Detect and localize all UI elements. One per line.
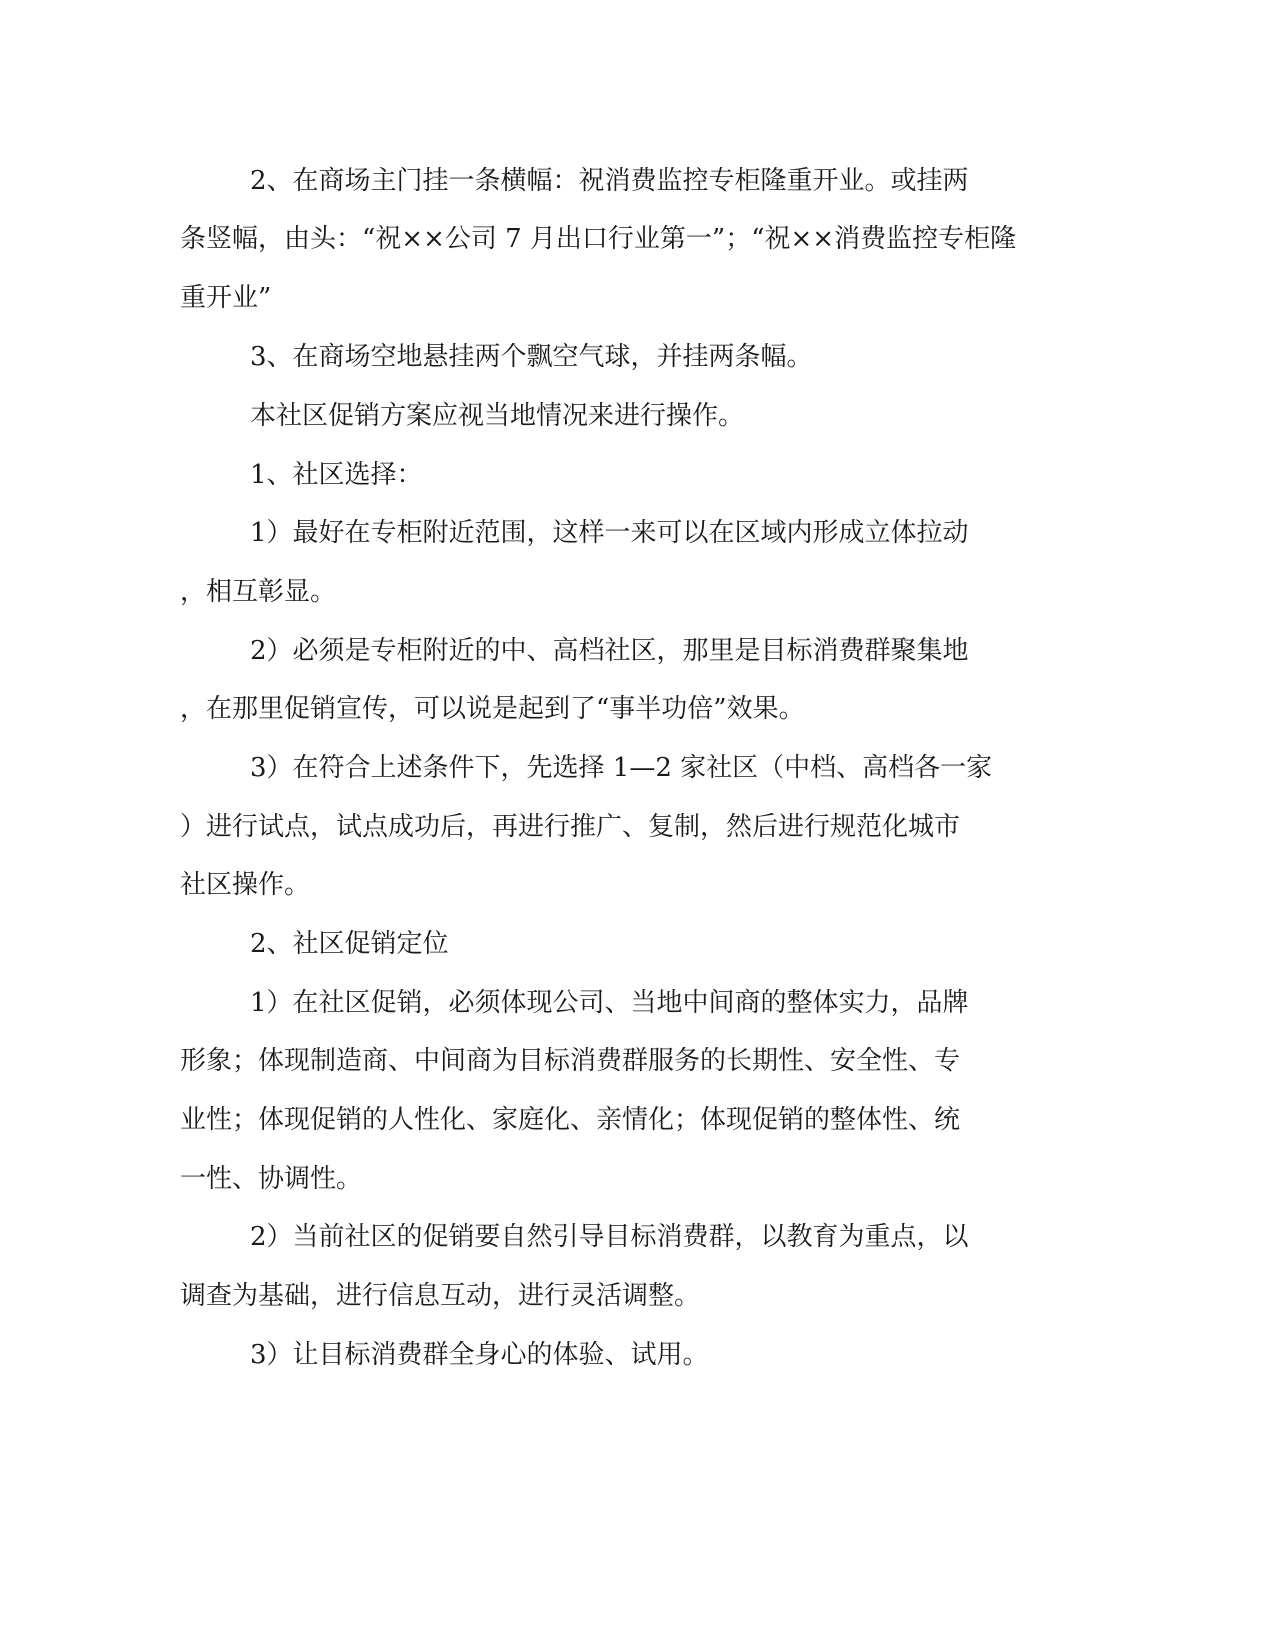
text-line: ，在那里促销宣传，可以说是起到了“事半功倍”效果。	[180, 694, 805, 724]
text-line: 3）在符合上述条件下，先选择 1—2 家社区（中档、高档各一家	[250, 753, 993, 783]
text-line: 1）最好在专柜附近范围，这样一来可以在区域内形成立体拉动	[250, 518, 969, 548]
text-line: 2、社区促销定位	[250, 929, 449, 959]
text-line: ，相互彰显。	[180, 577, 337, 607]
text-line: 2）当前社区的促销要自然引导目标消费群，以教育为重点，以	[250, 1222, 969, 1252]
text-line: 2）必须是专柜附近的中、高档社区，那里是目标消费群聚集地	[250, 636, 969, 666]
text-line: 社区操作。	[180, 870, 311, 900]
text-line: 一性、协调性。	[180, 1164, 363, 1194]
text-line: 1）在社区促销，必须体现公司、当地中间商的整体实力，品牌	[250, 988, 969, 1018]
text-line: 3）让目标消费群全身心的体验、试用。	[250, 1340, 709, 1370]
text-line: 业性；体现促销的人性化、家庭化、亲情化；体现促销的整体性、统	[180, 1105, 961, 1135]
text-line: 3、在商场空地悬挂两个飘空气球，并挂两条幅。	[250, 342, 813, 372]
text-line: ）进行试点，试点成功后，再进行推广、复制，然后进行规范化城市	[180, 812, 961, 842]
text-line: 调查为基础，进行信息互动，进行灵活调整。	[180, 1281, 701, 1311]
text-line: 本社区促销方案应视当地情况来进行操作。	[250, 401, 745, 431]
text-line: 2、在商场主门挂一条横幅：祝消费监控专柜隆重开业。或挂两	[250, 166, 969, 196]
text-line: 1、社区选择：	[250, 460, 423, 490]
text-line: 形象；体现制造商、中间商为目标消费群服务的长期性、安全性、专	[180, 1046, 961, 1076]
text-line: 条竖幅，由头：“祝××公司 7 月出口行业第一”；“祝××消费监控专柜隆	[180, 224, 1017, 254]
text-line: 重开业”	[180, 283, 272, 313]
